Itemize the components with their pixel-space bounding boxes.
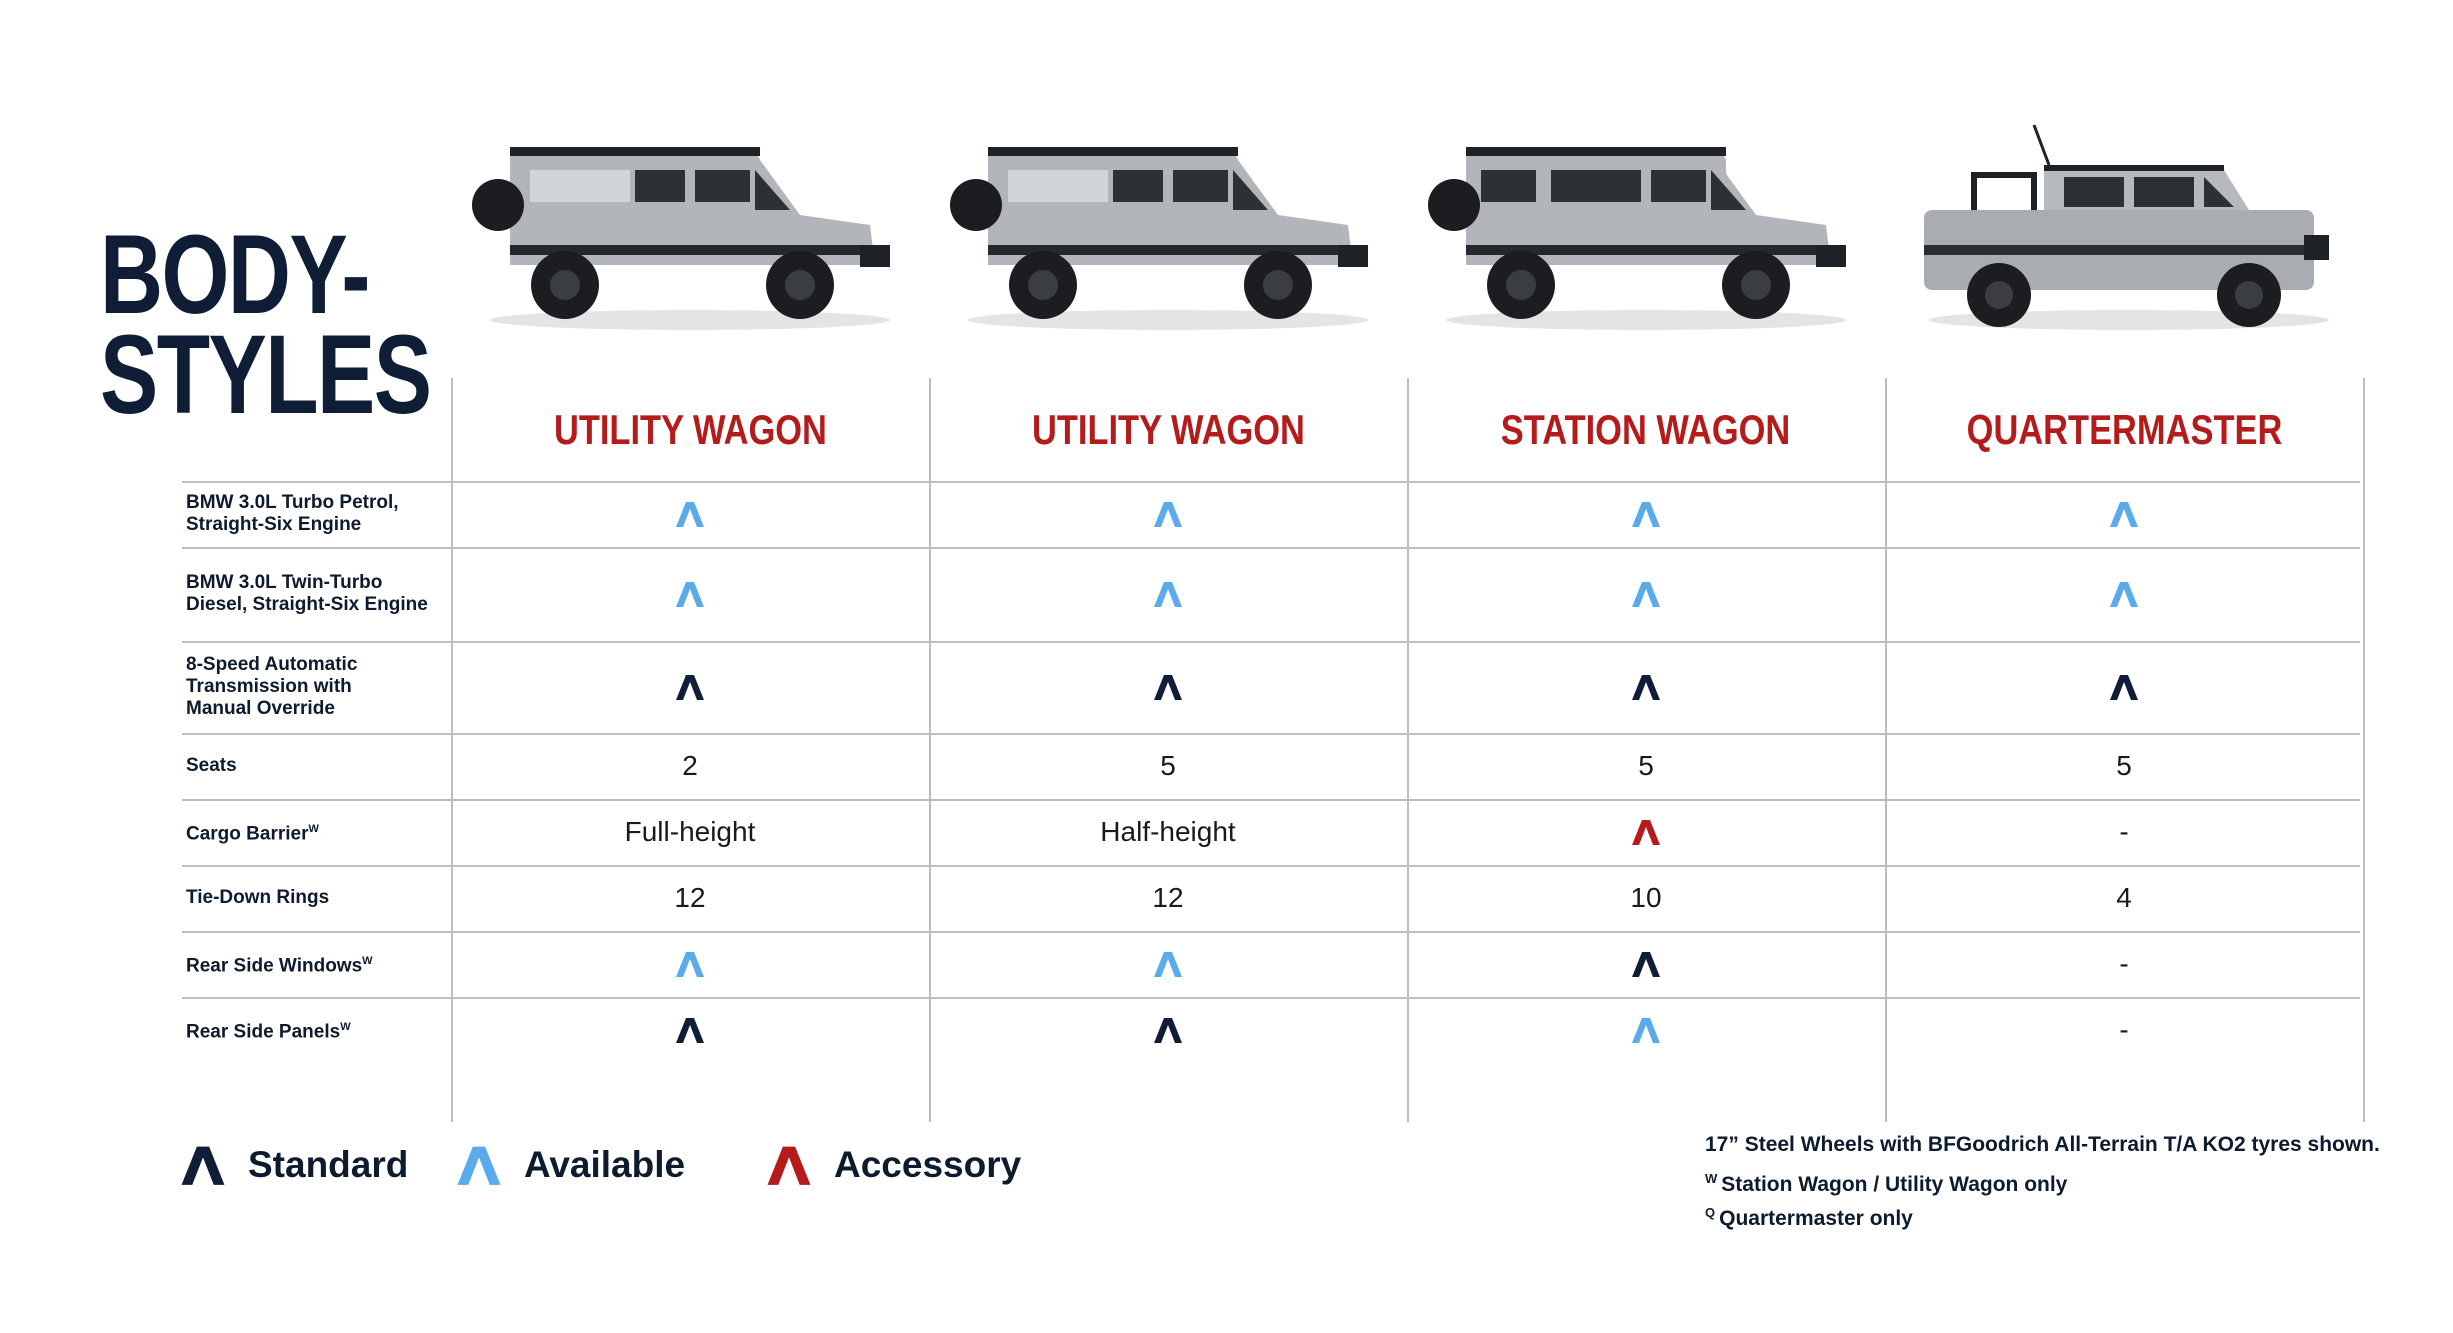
page-title: [100, 212, 431, 437]
table-cell: [1886, 547, 2362, 641]
cell-value: Full-height: [624, 816, 756, 847]
standard-chevron-icon: [1629, 672, 1663, 702]
row-label: [186, 931, 448, 997]
cell-value: 12: [1152, 882, 1184, 913]
footnote-marker: W: [308, 823, 319, 836]
row-label: [186, 641, 448, 733]
available-chevron-icon: [1151, 499, 1185, 529]
table-cell: [930, 865, 1406, 931]
table-cell: [452, 733, 928, 799]
row-label-line: Transmission with: [186, 676, 352, 697]
table-cell: [452, 641, 928, 733]
available-chevron-icon: [2107, 499, 2141, 529]
table-cell: [1408, 799, 1884, 865]
table-cell: [452, 799, 928, 865]
utility-wagon-vehicle: [470, 115, 910, 345]
available-chevron-icon: [2107, 579, 2141, 609]
column-title-text: QUARTERMASTER: [1966, 406, 2282, 453]
standard-chevron-icon: [1629, 949, 1663, 979]
footnote-text: 17” Steel Wheels with BFGoodrich All-Terrain T/A KO2 tyres shown.: [1705, 1133, 2380, 1156]
cell-value: 5: [1160, 750, 1176, 781]
station-wagon-vehicle: [1426, 115, 1866, 345]
column-divider: [2363, 378, 2365, 1122]
row-label-line: Seats: [186, 755, 237, 776]
table-cell: [1886, 481, 2362, 547]
table-cell: [1886, 931, 2362, 997]
standard-chevron-icon: [673, 1015, 707, 1045]
row-label: [186, 481, 448, 547]
cell-value: 5: [2116, 750, 2132, 781]
page-title-line-1: BODY-: [100, 212, 369, 337]
table-cell: [1886, 997, 2362, 1063]
table-cell: [1886, 641, 2362, 733]
table-cell: [930, 799, 1406, 865]
legend-item-standard: [176, 1135, 408, 1195]
row-label-line: Tie-Down Rings: [186, 887, 330, 908]
standard-chevron-icon: [176, 1142, 230, 1188]
table-cell: [1408, 997, 1884, 1063]
table-cell: [930, 997, 1406, 1063]
row-label: [186, 799, 448, 865]
column-title-2: [930, 390, 1406, 470]
table-cell: [1886, 865, 2362, 931]
row-label-line: Diesel, Straight-Six Engine: [186, 594, 428, 615]
legend-item-available: [452, 1135, 685, 1195]
row-label-line: 8-Speed Automatic: [186, 654, 358, 675]
row-label-text: Rear Side Windows: [186, 955, 363, 977]
footnote-marker: W: [340, 1021, 351, 1034]
footnote: [1705, 1128, 2380, 1162]
quartermaster-pickup-vehicle: [1904, 115, 2344, 345]
table-cell: [930, 547, 1406, 641]
row-label: [186, 997, 448, 1063]
table-cell: [452, 931, 928, 997]
standard-chevron-icon: [2107, 672, 2141, 702]
cell-value: Half-height: [1100, 816, 1236, 847]
footnotes: [1705, 1128, 2380, 1230]
legend-label: Standard: [248, 1144, 409, 1185]
table-cell: [930, 733, 1406, 799]
row-label: [186, 865, 448, 931]
available-chevron-icon: [1151, 579, 1185, 609]
column-title-text: UTILITY WAGON: [553, 406, 827, 453]
row-label-line: [186, 818, 319, 845]
cell-value: 5: [1638, 750, 1654, 781]
row-label-line: Manual Override: [186, 698, 335, 719]
row-label-line: BMW 3.0L Turbo Petrol,: [186, 492, 399, 513]
accessory-chevron-icon: [1629, 817, 1663, 847]
row-label: [186, 547, 448, 641]
footnote-marker: W: [362, 955, 373, 968]
available-chevron-icon: [673, 949, 707, 979]
legend-item-accessory: [762, 1135, 1021, 1195]
cell-value: -: [2119, 816, 2129, 847]
table-cell: [452, 865, 928, 931]
footnote-marker: Q: [1705, 1205, 1716, 1220]
table-cell: [1408, 641, 1884, 733]
footnote-marker: W: [1705, 1171, 1718, 1186]
row-label-line: [186, 1016, 351, 1043]
table-cell: [930, 641, 1406, 733]
row-label: [186, 733, 448, 799]
row-label-line: BMW 3.0L Twin-Turbo: [186, 572, 383, 593]
column-title-3: [1408, 390, 1884, 470]
column-title-text: UTILITY WAGON: [1031, 406, 1305, 453]
available-chevron-icon: [673, 499, 707, 529]
footnote: [1705, 1162, 2380, 1196]
cell-value: -: [2119, 1014, 2129, 1045]
row-label-line: Straight-Six Engine: [186, 514, 362, 535]
legend-label: Available: [524, 1144, 686, 1185]
table-cell: [452, 547, 928, 641]
column-title-1: [452, 390, 928, 470]
cell-value: -: [2119, 948, 2129, 979]
footnote: [1705, 1196, 2380, 1230]
table-cell: [1886, 799, 2362, 865]
cell-value: 4: [2116, 882, 2132, 913]
table-cell: [452, 481, 928, 547]
available-chevron-icon: [1629, 579, 1663, 609]
standard-chevron-icon: [1151, 1015, 1185, 1045]
table-cell: [1886, 733, 2362, 799]
column-title-text: STATION WAGON: [1501, 406, 1791, 453]
legend-label: Accessory: [834, 1144, 1022, 1185]
available-chevron-icon: [1151, 949, 1185, 979]
standard-chevron-icon: [1151, 672, 1185, 702]
cell-value: 12: [674, 882, 706, 913]
table-cell: [452, 997, 928, 1063]
row-label-text: Cargo Barrier: [186, 823, 309, 845]
page-title-line-2: STYLES: [100, 312, 431, 437]
table-cell: [1408, 865, 1884, 931]
table-cell: [1408, 733, 1884, 799]
available-chevron-icon: [1629, 1015, 1663, 1045]
cell-value: 10: [1630, 882, 1662, 913]
table-cell: [930, 481, 1406, 547]
footnote-text: Quartermaster only: [1719, 1207, 1913, 1230]
standard-chevron-icon: [673, 672, 707, 702]
row-label-text: Rear Side Panels: [186, 1021, 341, 1043]
table-cell: [1408, 547, 1884, 641]
accessory-chevron-icon: [762, 1142, 816, 1188]
available-chevron-icon: [452, 1142, 506, 1188]
available-chevron-icon: [1629, 499, 1663, 529]
table-cell: [930, 931, 1406, 997]
available-chevron-icon: [673, 579, 707, 609]
column-title-4: [1886, 390, 2362, 470]
table-cell: [1408, 931, 1884, 997]
row-label-line: [186, 950, 373, 977]
table-cell: [1408, 481, 1884, 547]
cell-value: 2: [682, 750, 698, 781]
utility-wagon-vehicle: [948, 115, 1388, 345]
footnote-text: Station Wagon / Utility Wagon only: [1721, 1173, 2068, 1196]
